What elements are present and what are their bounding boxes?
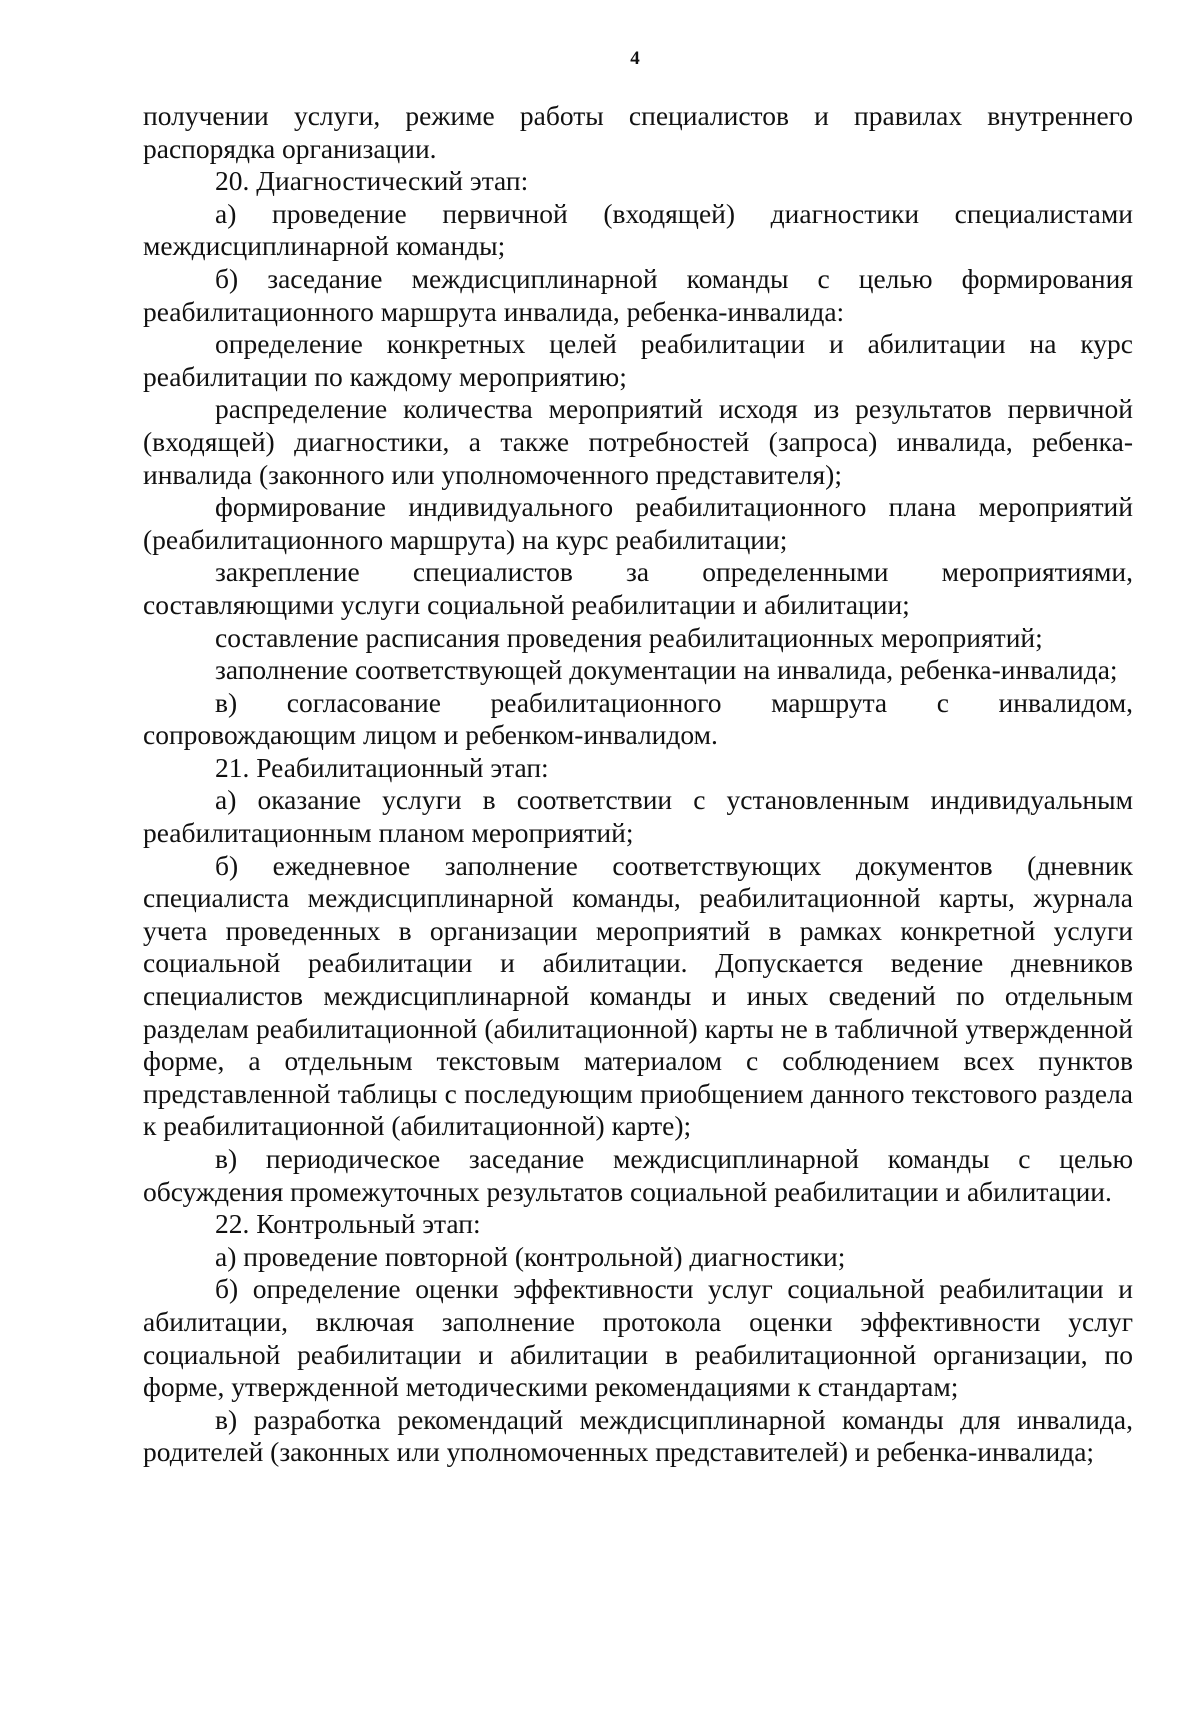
sub-item-distribution: распределение количества мероприятий исходя из результатов первичной (входящей) диагностики, а также потребностей (запроса) инвалида, ребенка-инвалида (законного или уполномоченного представителя); (143, 393, 1133, 490)
page-number: 4 (630, 48, 640, 69)
list-item-20v: в) согласование реабилитационного маршрута с инвалидом, сопровождающим лицом и ребенком-инвалидом. (143, 686, 1133, 751)
sub-item-goals: определение конкретных целей реабилитации и абилитации на курс реабилитации по каждому мероприятию; (143, 328, 1133, 392)
sub-item-plan: формирование индивидуального реабилитационного плана мероприятий (реабилитационного маршрута) на курс реабилитации; (143, 491, 1133, 555)
sub-item-schedule: составление расписания проведения реабилитационных мероприятий; (215, 621, 1043, 653)
list-item-20a: а) проведение первичной (входящей) диагностики специалистами междисциплинарной команды; (143, 197, 1133, 262)
document-body (143, 100, 1133, 1469)
list-item-22b: б) определение оценки эффективности услуг социальной реабилитации и абилитации, включая заполнение протокола оценки эффективности услуг социальной реабилитации и абилитации в реабилитационной организации, по форме, утвержденной методическими рекомендациями к стандартам; (143, 1273, 1133, 1403)
list-item-21v: в) периодическое заседание междисциплинарной команды с целью обсуждения промежуточных результатов социальной реабилитации и абилитации. (143, 1143, 1133, 1207)
list-item-21b: б) ежедневное заполнение соответствующих документов (дневник специалиста междисциплинарной команды, реабилитационной карты, журнала учета проведенных в организации мероприятий в рамках конкретной услуги социальной реабилитации и абилитации. Допускается ведение дневников специалистов междисциплинарной команды и иных сведений по отдельным разделам реабилитационной (абилитационной) карты не в табличной утвержденной форме, а отдельным текстовым материалом с соблюдением всех пунктов представленной таблицы с последующим приобщением данного текстового раздела к реабилитационной (абилитационной) карте); (143, 849, 1133, 1142)
sub-item-assignment: закрепление специалистов за определенными мероприятиями, составляющими услуги социальной реабилитации и абилитации; (143, 556, 1133, 620)
section-heading-20: 20. Диагностический этап: (215, 165, 529, 197)
section-heading-21: 21. Реабилитационный этап: (215, 751, 549, 783)
list-item-20b: б) заседание междисциплинарной команды с целью формирования реабилитационного маршрута инвалида, ребенка-инвалида: (143, 262, 1133, 327)
paragraph-continuation: получении услуги, режиме работы специалистов и правилах внутреннего распорядка организации. (143, 100, 1133, 164)
list-item-22a: а) проведение повторной (контрольной) диагностики; (215, 1240, 846, 1272)
list-item-22v: в) разработка рекомендаций междисциплинарной команды для инвалида, родителей (законных или уполномоченных представителей) и ребенка-инвалида; (143, 1403, 1133, 1468)
list-item-21a: а) оказание услуги в соответствии с установленным индивидуальным реабилитационным планом мероприятий; (143, 784, 1133, 849)
sub-item-documentation: заполнение соответствующей документации на инвалида, ребенка-инвалида; (215, 654, 1118, 686)
section-heading-22: 22. Контрольный этап: (215, 1208, 481, 1240)
